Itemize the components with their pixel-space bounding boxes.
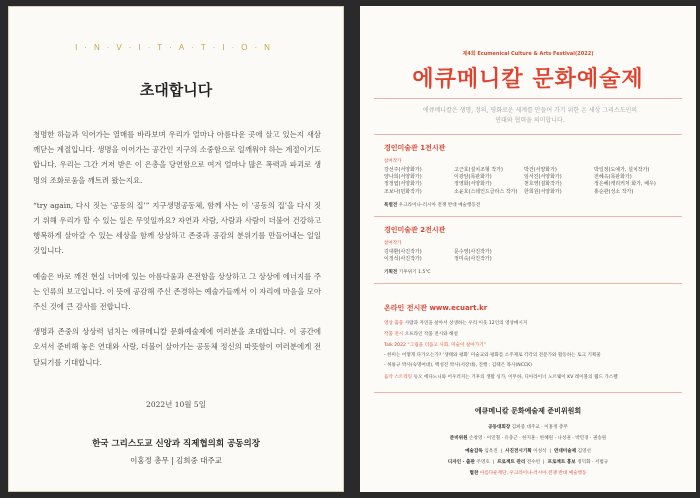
artist-name: 정은혜(캐리커처 화가, 배우) [594,181,656,188]
online-line: 작품 전시 오프라인 작품 전시와 해설 [384,332,458,337]
artist-name: 고근호(설치조형 작가) [454,167,503,173]
artist-name: 임서진(서양화가) [524,174,562,181]
artist-name: 문수영(사진작가) [454,249,492,255]
artist-name: 양나희(서양화가) [384,174,422,181]
artist-name: 이정석(사진작가) [384,256,422,263]
festival-intro: 에큐메니칼은 생명, 정의, 평화로운 세계를 만들어 가기 위한 온 세상 그리스도인의 연대와 협력을 의미합니다. [422,107,638,124]
invitation-label: I·N·V·I·T·A·T·I·O·N [75,43,277,52]
hall1-artist-list [384,167,684,196]
artist-name: 전혜옥(목판화가) [594,174,632,181]
letter-paragraph: 예술은 바로 깨진 현실 너머에 있는 아름다움과 온전함을 상상하고 그 상상에 에너지를 주는 인류의 보고입니다. 이 뜻에 공감해 주신 존경하는 예술가들께서 이 자리에 마음을 모아주신 것에 큰 감사를 전합니다. [33,271,321,312]
divider [374,134,682,135]
organization-name: 한국 그리스도교 신앙과 직제협의회 공동의장 [92,439,260,449]
artist-name: 김대환(사진작가) [384,249,422,255]
hall2-title: 경인미술관 2전시관 [384,226,446,234]
committee-row: 공동대회장 김희중 대주교 · 이홍정 총무 [488,425,568,430]
artist-name: 홍순관(성소 작가) [594,188,634,195]
artist-name: 정정엽(서양화가) [384,181,422,188]
artist-name: 정미숙(사진작가) [454,256,492,263]
committee-row: 예술감독 임옥진 | 사진전시기획 이성석 | 연대미술제 김영선 [465,449,591,454]
online-title-text: 온라인 전시관 [384,304,428,312]
online-line: - 허룡규 박사(숙명여대), 백성진 박사(서강대), 진행 : 김태은 목사(NCCK) [384,363,532,368]
committee-row: 준비위원 손창영 · 이연철 · 유충근 · 한지훈 · 한혜원 · 나성권 · 박민경 · 권송원 [449,436,607,441]
artist-name: 정영화(서양화가) [454,181,492,188]
committee-title: 에큐메니칼 문화예술제 준비위원회 [474,407,582,415]
online-line: Talk 2022 “그림을 더듬고 사회, 미술이 살아가기” [384,343,487,348]
hall2-artists-label: 참여작가 [384,241,402,246]
signers: 이홍정 총무 | 김희중 대주교 [130,456,222,465]
special-label: 특별전 [384,203,398,208]
online-line: 음악 스트리밍 듀오 에다노니와 어우러지는 기후의 생활 싱가, 이무하, 디아라이너 노르웨이 KV 레이블의 웹드 가스펠 [384,375,618,380]
invitation-letter [33,127,321,380]
artist-name: 소윤호(스테인드글라스 작가) [454,188,518,195]
period-label: 기획전 [384,270,398,275]
festival-page [360,6,696,492]
online-line: 영상 출품 사람과 자연을 살아서 상생하는 우리 이웃 12인의 영상메시지 [384,321,528,326]
online-title [384,303,487,313]
festival-title: 에큐메니칼 문화예술제 [412,67,644,92]
special-text: 우크라이나-러시아 전쟁 반대 예술행동전 [398,203,481,208]
artist-name: 조보나(민화작가) [384,188,422,195]
divider [374,283,682,284]
invitation-page [8,6,344,492]
letter-paragraph: 생명과 존중의 상상력 넘치는 에큐메니칼 문화예술제에 여러분을 초대합니다. 이 공간에 오셔서 준비해 놓은 연대와 사랑, 더불어 살아가는 공동체 정신의 따뜻함이 여러분에게 전달되기를 기대합니다. [33,327,321,367]
page-title: 초대합니다 [139,81,213,99]
artist-name: 강선주(서양화가) [384,167,422,173]
artist-name: 한희원(서양화가) [524,188,562,195]
hall1-special [384,202,480,208]
artist-name: 박일정(도예가, 설치작가) [594,167,650,173]
letter-paragraph: “try again, 다시 짓는 ‘공동의 집’” 지구생명공동체, 함께 사는 이 ‘공동의 집’을 다시 짓기 위해 우리가 할 수 있는 일은 무엇일까요? 자연과 사람, 사람과 사람이 더불어 건강하고 행복하게 살아갈 수 있는 세상을 함께 상상하고 존중과 공감의 분위기를 만들어내는 일일 것입니다. [33,200,321,256]
hall2-artist-list [384,249,544,263]
festival-subtitle: 제4회 Ecumenical Culture & Arts Festival(2022) [462,51,594,57]
artist-name: 천호영(설화작가) [524,181,562,188]
period-text: 기후위기 1.5℃ [398,270,431,275]
artist-name: 박건(서양화가) [524,167,557,173]
online-line: - 한미는 어떻게 다가오는가? ‘생태와 평화’ 미술교와 평화를 소주제로 각각의 전문가와 활동하는 토크 기획물 [384,353,601,358]
artist-name: 이광암(목판화가) [454,174,492,181]
committee-row: 협찬 아름다운재단, 우크라이나-러시아 전쟁 반대 예술행동 [469,471,587,476]
divider [374,98,682,99]
divider [374,216,682,217]
letter-paragraph: 청명한 하늘과 익어가는 열매를 바라보며 우리가 얼마나 아름다운 곳에 살고 있는지 새삼 깨닫는 계절입니다. 생명을 이어가는 공간인 지구의 소중함으로 일깨워야 하는 계절이기도 합니다. 우리는 그간 거저 받은 이 은총을 당연함으로 여겨 얼마나 많은 폭력과 파괴로 생명의 조화로움을 깨트려 왔는지요. [33,130,321,185]
committee-row: 디자인 · 출판 주영호 | 프로젝트 관리 전수빈 | 프로젝트 홍보 정덕화 · 서범규 [447,460,609,465]
website-link[interactable]: www.ecuart.kr [429,304,488,312]
divider [374,392,682,393]
letter-date: 2022년 10월 5일 [146,400,206,409]
hall2-period [384,269,430,275]
hall1-artists-label: 참여작가 [384,159,402,164]
hall1-title: 경인미술관 1전시관 [384,144,446,152]
